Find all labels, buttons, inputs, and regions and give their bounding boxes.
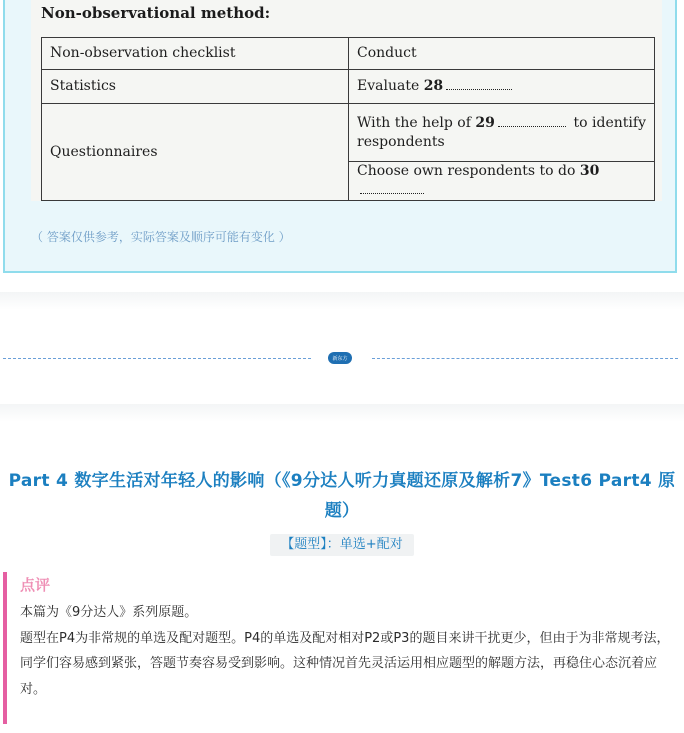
table-cell: Statistics <box>42 70 349 104</box>
section-separator <box>0 404 684 422</box>
brand-logo-icon <box>328 352 352 364</box>
question-type-tag: 【题型】：单选+配对 <box>270 534 414 556</box>
answer-card <box>3 0 677 273</box>
table-row <box>42 38 655 70</box>
cell-text: Evaluate <box>357 78 420 94</box>
question-number: 29 <box>475 114 495 131</box>
answer-disclaimer: （ 答案仅供参考，实际答案及顺序可能有变化 ） <box>31 230 291 244</box>
answer-blank <box>446 77 512 90</box>
table-cell <box>349 104 655 162</box>
answer-blank <box>360 181 424 194</box>
table-cell <box>349 70 655 104</box>
comment-accent-bar <box>3 572 7 724</box>
divider-line-left <box>3 358 311 359</box>
comment-heading: 点评 <box>20 576 51 594</box>
table-cell: Conduct <box>349 38 655 70</box>
answer-blank <box>498 114 566 127</box>
table-cell <box>349 162 655 201</box>
logo-text: 新东方 <box>332 356 348 362</box>
table-cell: Questionnaires <box>42 104 349 201</box>
question-number: 30 <box>579 163 600 179</box>
cell-text: Choose own respondents to do <box>357 163 576 179</box>
cell-text: With the help of <box>357 114 471 131</box>
table-row <box>42 104 655 162</box>
table-cell: Non-observation checklist <box>42 38 349 70</box>
question-number: 28 <box>423 78 444 94</box>
comment-paragraph: 题型在P4为非常规的单选及配对题型。P4的单选及配对相对P2或P3的题目来讲干扰更少，但由于为非常规考法，同学们容易感到紧张，答题节奏容易受到影响。这种情况首先灵活运用相应题型的解题方法，再稳住心态沉着应对。 <box>20 630 670 697</box>
scanned-table-image <box>31 0 662 201</box>
divider-line-right <box>372 358 678 359</box>
section-separator <box>0 292 684 310</box>
comment-body <box>20 600 676 702</box>
comment-paragraph: 本篇为《9分达人》系列原题。 <box>20 605 198 620</box>
cell-text: to identify <box>573 114 646 131</box>
table-row <box>42 70 655 104</box>
non-observation-table <box>41 37 655 201</box>
part-heading: Part 4 数字生活对年轻人的影响（《9分达人听力真题还原及解析7》Test6 Part4 原题） <box>8 471 676 521</box>
scan-heading: Non-observational method: <box>41 4 271 22</box>
cell-text: respondents <box>357 133 445 150</box>
